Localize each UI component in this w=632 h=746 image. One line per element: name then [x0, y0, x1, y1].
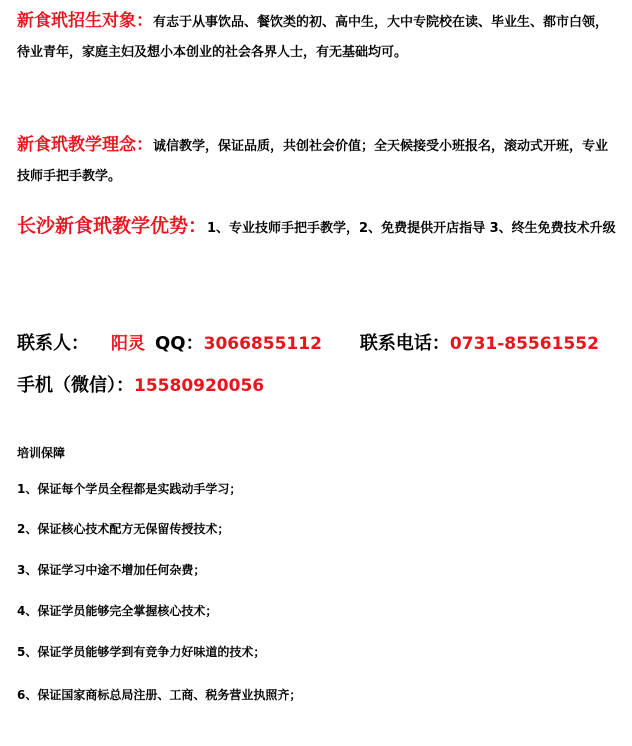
mobile-number: 15580920056 [134, 376, 265, 396]
teaching-advantage-heading: 长沙新食玳教学优势： [17, 215, 208, 237]
mobile-label: 手机（微信）： [17, 375, 134, 396]
contact-line [17, 329, 599, 355]
guarantee-item-6: 6、保证国家商标总局注册、工商、税务营业执照齐； [17, 688, 302, 702]
contact-person-name: 阳灵 [111, 334, 145, 354]
guarantee-item-5: 5、保证学员能够学到有竞争力好味道的技术； [17, 645, 266, 659]
teaching-advantage-body: 1、专业技师手把手教学，2、免费提供开店指导 3、终生免费技术升级 [207, 221, 616, 236]
teaching-philosophy-body: 诚信教学，保证品质，共创社会价值；全天候接受小班报名，滚动式开班，专业技师手把手教学。 [17, 139, 609, 184]
teaching-philosophy-heading: 新食玳教学理念： [17, 135, 153, 155]
teaching-philosophy-paragraph [17, 130, 617, 192]
target-students-body: 有志于从事饮品、餐饮类的初、高中生，大中专院校在读、毕业生、都市白领，待业青年，家庭主妇及想小本创业的社会各界人士，有无基础均可。 [17, 15, 609, 60]
mobile-line [17, 371, 264, 397]
guarantee-item-3: 3、保证学习中途不增加任何杂费； [17, 563, 206, 577]
qq-label: QQ： [155, 333, 204, 354]
teaching-advantage-paragraph [17, 211, 617, 244]
guarantee-item-4: 4、保证学员能够完全掌握核心技术； [17, 604, 218, 618]
qq-number: 3066855112 [203, 334, 322, 354]
target-students-paragraph [17, 6, 617, 68]
guarantee-item-1: 1、保证每个学员全程都是实践动手学习； [17, 482, 242, 496]
phone-number: 0731-85561552 [449, 334, 599, 354]
phone-label: 联系电话： [359, 333, 450, 354]
contact-person-label: 联系人： [17, 333, 89, 354]
guarantee-item-2: 2、保证核心技术配方无保留传授技术； [17, 522, 230, 536]
target-students-heading: 新食玳招生对象： [17, 11, 153, 31]
training-guarantee-title: 培训保障 [17, 446, 66, 460]
